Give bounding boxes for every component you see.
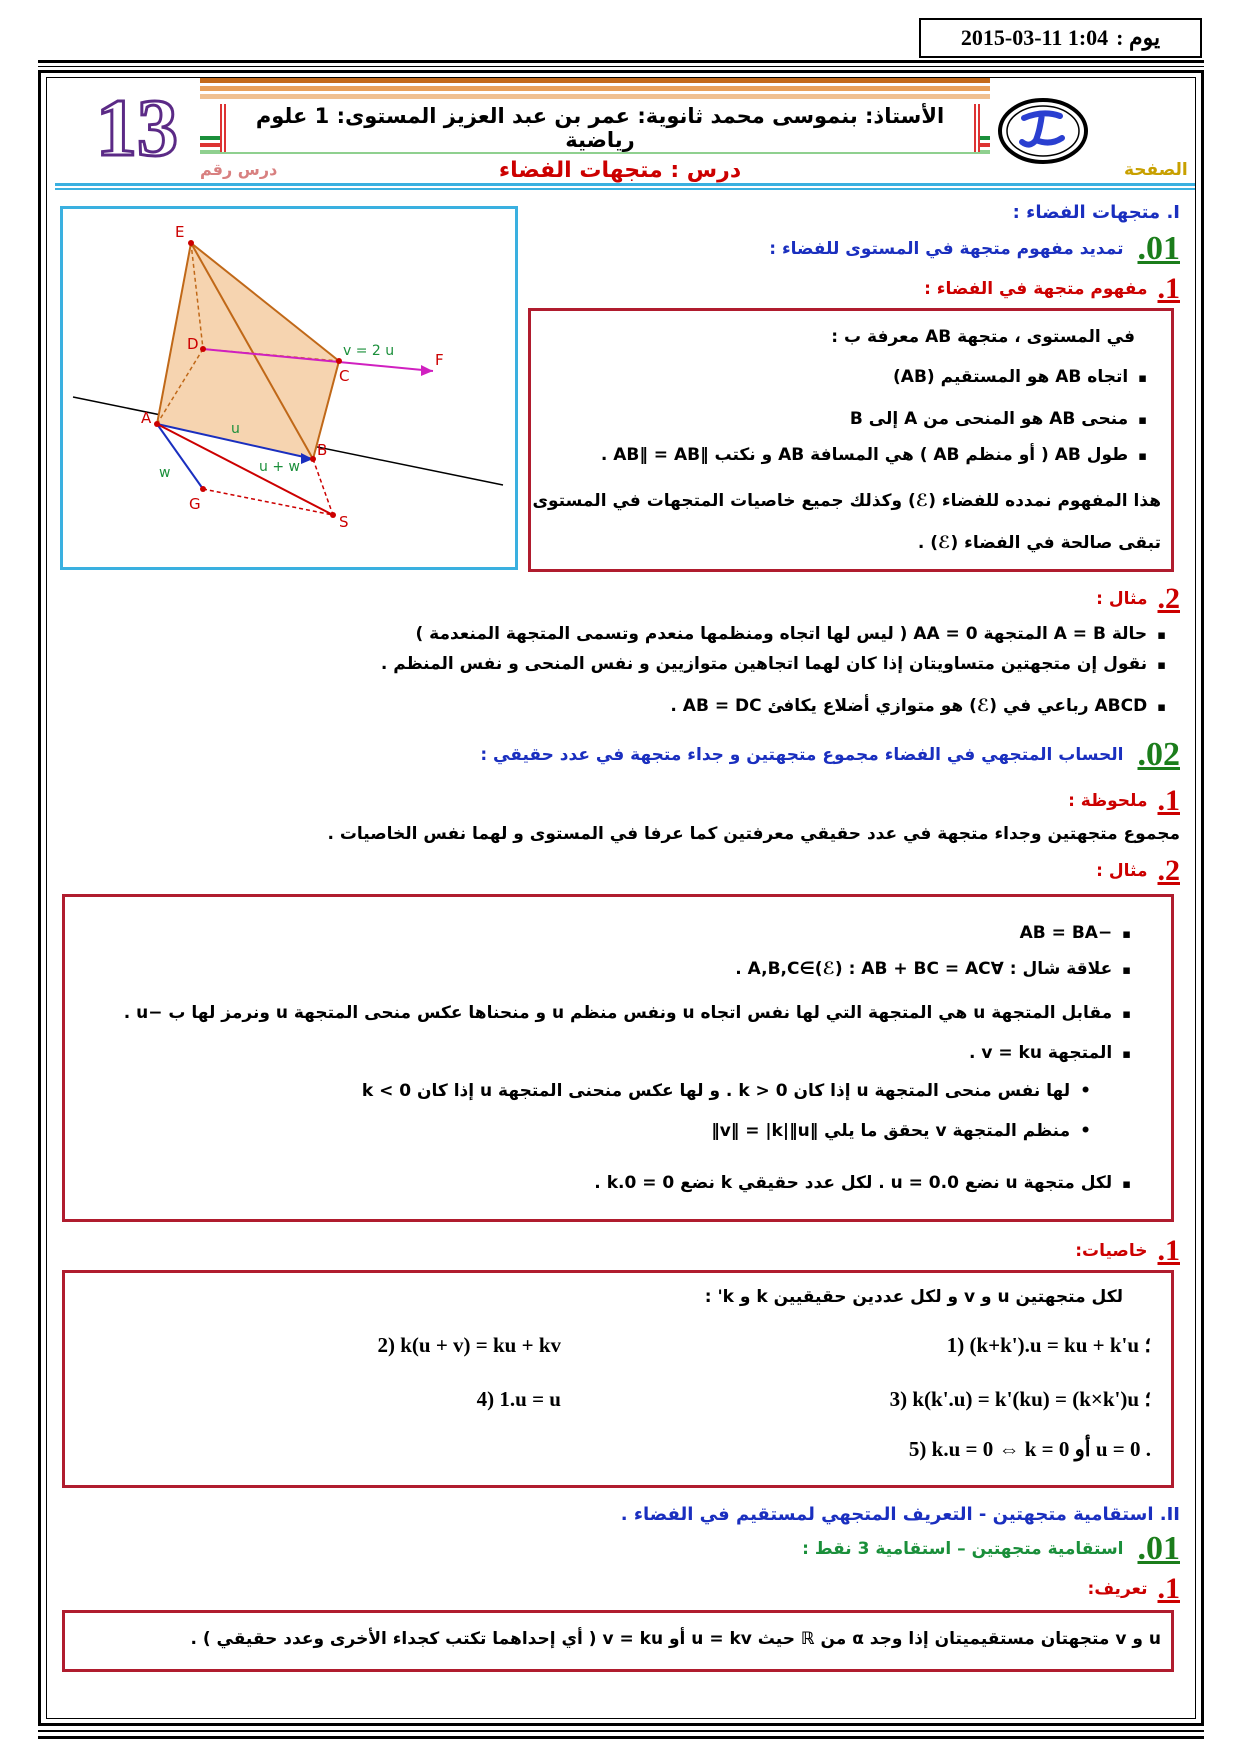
num-01: 01.	[1137, 230, 1180, 267]
collinearity-text: u و v متجهتان مستقيميتان إذا وجد α من ℝ حيث u = kv أو v = ku ( أي إحداهما تكتب كجداء الأخرى وعدد حقيقي ) .	[190, 1629, 1161, 1649]
label-S: S	[339, 513, 349, 531]
section-1-title: I. متجهات الفضاء :	[1012, 202, 1180, 223]
note-text: مجموع متجهتين وجداء متجهة في عدد حقيقي معرفتين كما عرفا في المستوى و لهما نفس الخاصيات .	[327, 824, 1180, 844]
num-02: 02.	[1137, 736, 1180, 773]
num-01: 01.	[1137, 1530, 1180, 1567]
subsection-02	[480, 736, 1180, 774]
subsection-01-title: تمديد مفهوم متجهة في المستوى للفضاء :	[769, 239, 1124, 259]
subsection-1-1	[924, 272, 1180, 306]
teacher-line: الأستاذ: بنموسى محمد ثانوية: عمر بن عبد العزيز المستوى: 1 علوم رياضية	[220, 104, 980, 152]
def-line-2: ▪ اتجاه AB هو المستقيم (AB)	[893, 367, 1147, 387]
label-w: w	[159, 465, 171, 481]
space-figure	[63, 209, 515, 567]
num-1: 1.	[1157, 1234, 1180, 1267]
definition-heading	[1088, 1572, 1180, 1606]
subsection-1-2	[1096, 582, 1180, 616]
date-label: يوم :	[1116, 25, 1161, 50]
page-label: الصفحة	[1124, 160, 1188, 180]
school-logo	[996, 96, 1090, 166]
section-2-title: II. استقامية متجهتين - التعريف المتجهي لمستقيم في الفضاء .	[620, 1504, 1180, 1525]
def-line-3: ▪ منحى AB هو المنحى من A إلى B	[850, 409, 1147, 429]
example-list-1	[86, 620, 1166, 730]
prop-3: 3) k(k'.u) = k'(ku) = (k×k')u ؛	[889, 1387, 1151, 1411]
subsection-2-2	[1096, 854, 1180, 888]
ex-line-5: • لها نفس منحى المتجهة u إذا كان k > 0 . و لها عكس منحنى المتجهة u إذا كان k < 0	[362, 1081, 1091, 1101]
subsection-01	[769, 230, 1180, 268]
label-upw: u + w	[259, 459, 300, 475]
figure-box	[60, 206, 518, 570]
date-value: 2015-03-11 1:04	[960, 25, 1109, 50]
lesson-number: 13	[96, 82, 178, 173]
label-v2u: v = 2 u	[343, 343, 395, 359]
example-box	[62, 894, 1174, 1222]
example-item: ▪ نقول إن متجهتين متساويتان إذا كان لهما اتجاهين متوازيين و نفس المنحى و نفس المنظم .	[381, 654, 1166, 674]
label-F: F	[435, 351, 444, 369]
note-title: ملحوظة :	[1068, 791, 1148, 811]
prop-line-1: لكل متجهتين u و v و لكل عددين حقيقيين k و k' :	[704, 1287, 1123, 1307]
ex-line-3: ▪ مقابل المتجهة u هي المتجهة التي لها نفس اتجاه u ونفس منظم u و منحناها عكس منحى المتجهة u ونرمز لها ب −u .	[124, 1003, 1131, 1023]
subsection-02-title: الحساب المتجهي في الفضاء مجموع متجهتين و جداء متجهة في عدد حقيقي :	[480, 745, 1124, 765]
label-C: C	[339, 367, 350, 385]
ex-line-6: • منظم المتجهة v يحقق ما يلي ‖v‖ = |k|‖u‖	[711, 1121, 1091, 1141]
label-B: B	[317, 441, 328, 459]
prop-4: 4) 1.u = u	[476, 1387, 561, 1411]
subsection-1-1-title: مفهوم متجهة في الفضاء :	[924, 279, 1148, 299]
num-1: 1.	[1157, 784, 1180, 817]
lesson-no-label: درس رقم	[200, 160, 278, 179]
label-E: E	[175, 223, 185, 241]
prop-2: 2) k(u + v) = ku + kv	[377, 1333, 561, 1357]
num-2: 2.	[1157, 582, 1180, 615]
definition-box	[528, 308, 1174, 572]
def-line-6: تبقى صالحة في الفضاء (ℰ) .	[917, 533, 1161, 553]
num-2: 2.	[1157, 854, 1180, 887]
num-1: 1.	[1157, 1572, 1180, 1605]
label-D: D	[187, 335, 199, 353]
ex-line-4: ▪ المتجهة v = ku .	[969, 1043, 1131, 1063]
label-G: G	[189, 495, 201, 513]
definition-title: تعريف:	[1087, 1579, 1148, 1599]
num-1: 1.	[1157, 272, 1180, 305]
date-box	[919, 18, 1202, 58]
subsection-II-01-title: استقامية متجهتين – استقامية 3 نقط :	[802, 1539, 1124, 1559]
def-line-1: في المستوى ، متجهة AB معرفة ب :	[831, 327, 1135, 347]
properties-box	[62, 1270, 1174, 1488]
subsection-II-01	[802, 1530, 1180, 1568]
example-title: مثال :	[1096, 861, 1148, 881]
example-item: ▪ ABCD رباعي في (ℰ) هو متوازي أضلاع يكافئ AB = DC .	[670, 696, 1166, 716]
properties-heading	[1075, 1234, 1180, 1268]
prop-5: 5) k.u = 0 ⇔ k = 0 أو u = 0 .	[908, 1437, 1151, 1461]
properties-title: خاصيات:	[1075, 1241, 1148, 1261]
lesson-title: درس : متجهات الفضاء	[498, 158, 742, 183]
ex-line-1: ▪ −AB = BA	[1020, 923, 1131, 943]
def-line-4: ▪ طول AB ( أو منظم AB ) هي المسافة AB و نكتب ‖AB‖ = AB .	[601, 445, 1147, 465]
subsection-1-2-title: مثال :	[1096, 589, 1148, 609]
ex-line-2: ▪ علاقة شال : ∀A,B,C∈(ℰ) : AB + BC = AC .	[735, 959, 1131, 979]
label-A: A	[141, 409, 152, 427]
label-u: u	[231, 421, 240, 437]
example-item: ▪ حالة A = B المتجهة AA = 0 ( ليس لها اتجاه ومنظمها منعدم وتسمى المتجهة المنعدمة )	[415, 624, 1166, 644]
collinearity-box	[62, 1610, 1174, 1672]
prop-1: 1) (k+k').u = ku + k'u ؛	[946, 1333, 1151, 1357]
subsection-2-1	[1068, 784, 1180, 818]
ex-line-7: ▪ لكل متجهة u نضع 0.u = 0 . لكل عدد حقيقي k نضع k.0 = 0 .	[594, 1173, 1131, 1193]
def-line-5: هذا المفهوم نمدده للفضاء (ℰ) وكذلك جميع خاصيات المتجهات في المستوى	[532, 491, 1161, 511]
